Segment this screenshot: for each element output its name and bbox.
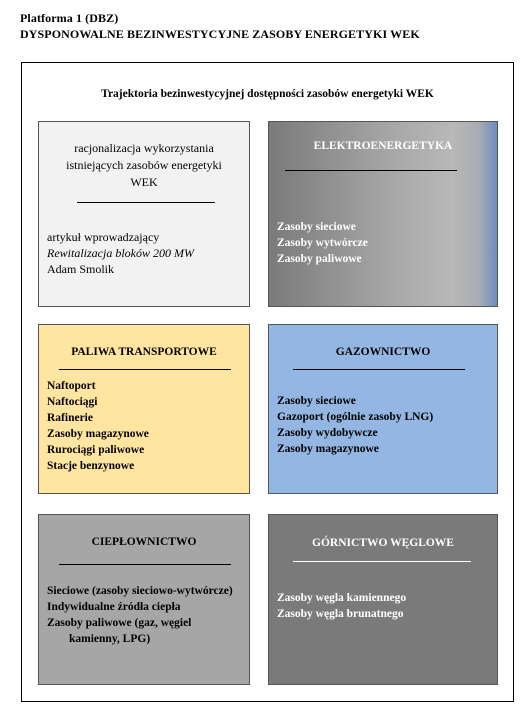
- list-item: Zasoby sieciowe: [277, 221, 356, 233]
- article-intro: artykuł wprowadzający: [47, 230, 160, 244]
- paliwa-transportowe-box: [38, 324, 250, 494]
- list-item: Gazoport (ogólnie zasoby LNG): [277, 411, 434, 423]
- list-item: Zasoby węgla kamiennego: [277, 592, 407, 604]
- gazownictwo-list: [277, 393, 433, 457]
- racjonalizacja-title: [39, 140, 249, 191]
- racjonalizacja-title-line2: istniejących zasobów energetyki: [66, 158, 222, 172]
- racjonalizacja-title-line3: WEK: [130, 175, 158, 189]
- list-item: kamienny, LPG): [69, 633, 151, 645]
- paliwa-transportowe-list: [47, 378, 149, 474]
- list-item: Zasoby magazynowe: [277, 443, 379, 455]
- list-item: Rafinerie: [47, 412, 93, 424]
- gornictwo-weglowe-title: GÓRNICTWO WĘGLOWE: [312, 537, 454, 549]
- elektroenergetyka-list: [277, 219, 368, 267]
- list-item: Zasoby sieciowe: [277, 395, 356, 407]
- gazownictwo-divider: [293, 369, 465, 370]
- paliwa-transportowe-title: PALIWA TRANSPORTOWE: [71, 346, 217, 358]
- cieplownictwo-box: [38, 514, 250, 685]
- document-title: DYSPONOWALNE BEZINWESTYCYJNE ZASOBY ENERGETYKI WEK: [20, 27, 420, 41]
- cieplownictwo-list: [47, 583, 233, 647]
- racjonalizacja-divider: [77, 202, 215, 203]
- gornictwo-weglowe-box: [268, 514, 498, 685]
- racjonalizacja-title-line1: racjonalizacja wykorzystania: [74, 141, 214, 155]
- platform-label: Platforma 1 (DBZ): [20, 11, 119, 25]
- cieplownictwo-title: CIEPŁOWNICTWO: [91, 536, 197, 548]
- gornictwo-weglowe-list: [277, 590, 406, 622]
- document-header: [20, 10, 420, 42]
- gornictwo-weglowe-divider: [293, 561, 471, 562]
- article-title: Rewitalizacja bloków 200 MW: [47, 246, 194, 260]
- cieplownictwo-divider: [59, 564, 231, 565]
- racjonalizacja-box: [38, 121, 250, 307]
- list-item: Stacje benzynowe: [47, 460, 135, 472]
- list-item: Zasoby wytwórcze: [277, 237, 368, 249]
- list-item: Zasoby paliwowe (gaz, węgiel: [47, 617, 192, 629]
- list-item: Indywidualne źródła ciepła: [47, 601, 181, 613]
- list-item: Zasoby magazynowe: [47, 428, 149, 440]
- elektroenergetyka-divider: [285, 170, 457, 171]
- list-item: Zasoby wydobywcze: [277, 427, 378, 439]
- diagram-title: Trajektoria bezinwestycyjnej dostępności zasobów energetyki WEK: [101, 88, 434, 100]
- article-author: Adam Smolik: [47, 262, 115, 276]
- paliwa-transportowe-divider: [59, 369, 231, 370]
- list-item: Naftoport: [47, 380, 96, 392]
- elektroenergetyka-box: [268, 121, 498, 307]
- list-item: Zasoby węgla brunatnego: [277, 608, 404, 620]
- gazownictwo-title: GAZOWNICTWO: [335, 346, 431, 358]
- list-item: Sieciowe (zasoby sieciowo-wytwórcze): [47, 585, 233, 597]
- elektroenergetyka-title: ELEKTROENERGETYKA: [313, 140, 453, 152]
- gazownictwo-box: [268, 324, 498, 494]
- list-item: Naftociągi: [47, 396, 98, 408]
- article-reference: [47, 229, 194, 277]
- list-item: Rurociągi paliwowe: [47, 444, 145, 456]
- list-item: Zasoby paliwowe: [277, 253, 362, 265]
